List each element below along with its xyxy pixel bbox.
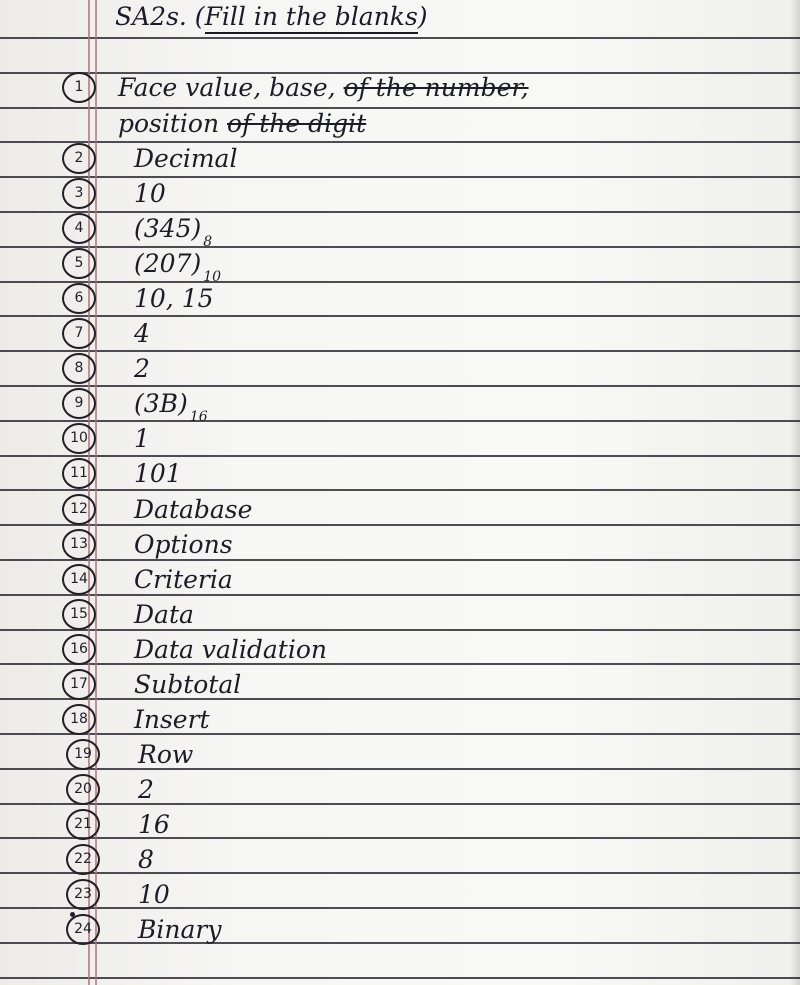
answer-text	[134, 424, 150, 453]
answer-value: 1	[134, 423, 150, 453]
answer-value: Data	[134, 599, 194, 629]
answer-value: 10	[138, 879, 170, 909]
answer-text	[134, 670, 241, 699]
item-number-circle: 8	[62, 353, 96, 384]
item-number-circle: 19	[66, 739, 100, 770]
item-number-circle: 15	[62, 599, 96, 630]
item-number-circle: 6	[62, 283, 96, 314]
answer-value: (345)	[134, 213, 202, 243]
answer-item	[62, 386, 208, 425]
answer-text	[134, 459, 182, 488]
base-subscript: 10	[203, 268, 222, 285]
answer-value: 8	[138, 844, 154, 874]
base-subscript: 8	[203, 233, 213, 250]
answer-text	[138, 845, 154, 874]
answer-text	[134, 495, 252, 524]
answer-text	[138, 880, 170, 909]
answer-line-1	[118, 73, 529, 102]
answer-item	[62, 492, 252, 526]
answer-item	[62, 421, 150, 455]
item-number-circle: 12	[62, 494, 96, 525]
answer-item	[62, 527, 233, 561]
answer-item	[62, 702, 210, 736]
item-number-circle: 5	[62, 248, 96, 279]
answer-text: Face value, base,	[118, 72, 336, 102]
base-subscript: 16	[189, 408, 208, 425]
answer-value: 2	[134, 353, 150, 383]
answer-item	[62, 597, 194, 631]
answer-text	[138, 915, 221, 944]
item-number-circle: 11	[62, 458, 96, 489]
ruled-line	[0, 977, 800, 979]
answer-item-1-continuation	[110, 106, 366, 140]
item-number-circle: 24	[66, 914, 100, 945]
answer-text	[134, 565, 233, 594]
heading-suffix: )	[417, 2, 428, 31]
answer-text	[134, 705, 210, 734]
answer-item	[62, 562, 233, 596]
answer-item	[62, 246, 222, 285]
item-number-circle: 9	[62, 388, 96, 419]
answer-text	[134, 354, 150, 383]
answer-value: (207)	[134, 248, 202, 278]
answer-item	[66, 807, 170, 841]
answer-item	[62, 141, 237, 175]
answer-item	[62, 456, 182, 490]
heading-prefix: SA2s. (	[115, 2, 205, 31]
answer-value: 16	[138, 809, 170, 839]
answer-value: Decimal	[134, 143, 238, 173]
answer-item	[62, 632, 327, 666]
struck-text: of the number,	[343, 72, 529, 102]
answer-item	[66, 772, 154, 806]
item-number-circle: 14	[62, 564, 96, 595]
answer-value: (3B)	[134, 388, 188, 418]
answer-item	[62, 667, 241, 701]
item-number-circle: 7	[62, 318, 96, 349]
answer-value: Criteria	[134, 564, 233, 594]
item-number-circle: 2	[62, 143, 96, 174]
answer-text	[134, 213, 213, 250]
struck-text: of the digit	[227, 108, 367, 138]
item-number-circle: 21	[66, 809, 100, 840]
answer-text	[134, 319, 150, 348]
answer-item	[62, 176, 166, 210]
answer-value: 2	[138, 774, 154, 804]
answer-item	[62, 351, 150, 385]
item-number-circle: 1	[62, 72, 96, 103]
answer-text	[138, 740, 193, 769]
answer-value: 10	[134, 178, 166, 208]
answer-value: Subtotal	[134, 669, 242, 699]
answer-text	[134, 600, 194, 629]
answer-value: 4	[134, 318, 150, 348]
item-number-circle: 16	[62, 634, 96, 665]
answer-text	[138, 775, 154, 804]
answer-text	[134, 144, 237, 173]
ink-dot	[70, 912, 75, 917]
heading-title: Fill in the blanks	[205, 2, 418, 34]
answer-value: Data validation	[134, 634, 327, 664]
item-number-circle: 3	[62, 178, 96, 209]
answer-text	[134, 248, 222, 285]
answer-item	[66, 737, 193, 771]
answer-item	[66, 912, 221, 946]
item-number-circle: 10	[62, 423, 96, 454]
answer-item	[62, 211, 213, 250]
item-number-circle: 18	[62, 704, 96, 735]
page-heading	[115, 2, 428, 31]
answer-value: 10, 15	[134, 283, 214, 313]
item-number-circle: 13	[62, 529, 96, 560]
page-edge-shadow	[790, 0, 800, 985]
answer-value: Options	[134, 529, 233, 559]
answer-text	[134, 635, 327, 664]
answer-text: position	[118, 108, 220, 138]
item-number-circle: 23	[66, 879, 100, 910]
answer-value: Binary	[138, 914, 222, 944]
answer-item	[62, 316, 150, 350]
answer-value: 101	[134, 458, 182, 488]
answer-item	[62, 281, 214, 315]
ruled-line	[0, 37, 800, 39]
answer-value: Database	[134, 494, 253, 524]
answer-item	[66, 842, 154, 876]
answer-text	[134, 179, 166, 208]
item-number-circle: 4	[62, 213, 96, 244]
item-number-circle: 20	[66, 774, 100, 805]
answer-text	[134, 284, 214, 313]
answer-value: Insert	[134, 704, 210, 734]
answer-value: Row	[138, 739, 194, 769]
item-number-circle: 22	[66, 844, 100, 875]
answer-line-2	[118, 109, 366, 138]
answer-item-1	[62, 70, 529, 104]
item-number-circle: 17	[62, 669, 96, 700]
answer-text	[134, 530, 233, 559]
answer-text	[138, 810, 170, 839]
answer-item	[66, 877, 170, 911]
answer-text	[134, 388, 208, 425]
